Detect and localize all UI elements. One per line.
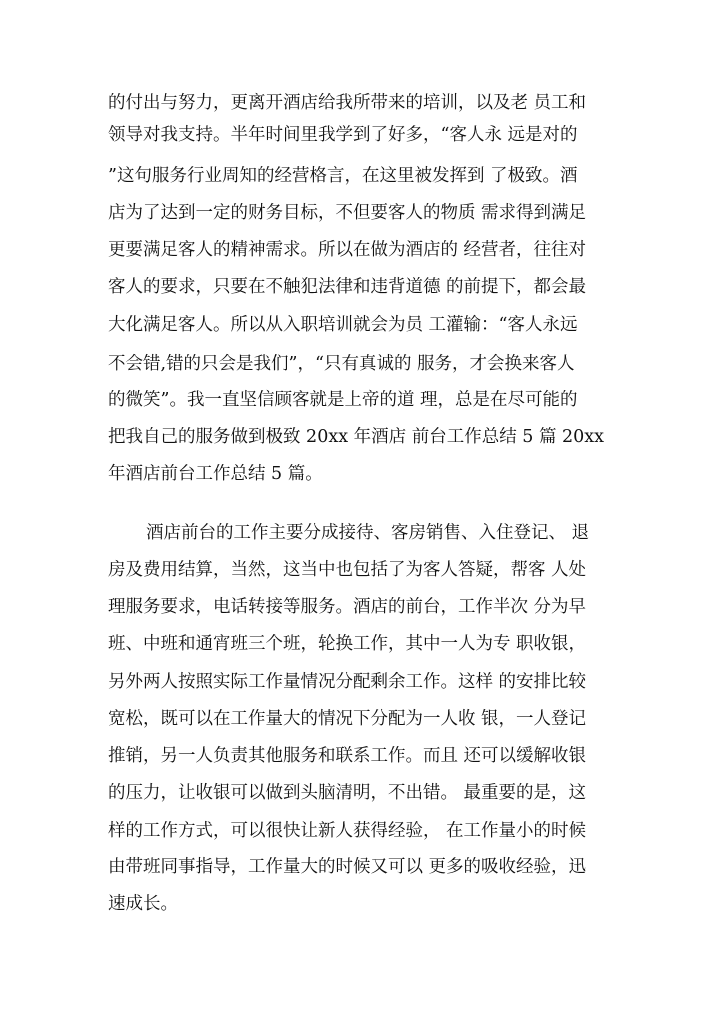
paragraph-2-line-1: 酒店前台的工作主要分成接待、客房销售、入住登记、 退 [146,523,590,543]
paragraph-1-line-6: 客人的要求，只要在不触犯法律和违背道德 的前提下，都会最 [108,277,587,297]
paragraph-1-line-2: 领导对我支持。半年时间里我学到了好多，“客人永 远是对的 [108,125,578,145]
paragraph-2-line-4: 班、中班和通宵班三个班，轮换工作，其中一人为专 职收银， [108,634,587,654]
paragraph-2-line-5: 另外两人按照实际工作量情况分配剩余工作。这样 的安排比较 [108,672,587,692]
paragraph-1-line-7: 大化满足客人。所以从入职培训就会为员 工灌输：“客人永远 [108,315,578,335]
paragraph-2-line-7: 推销，另一人负责其他服务和联系工作。而且 还可以缓解收银 [108,746,587,766]
paragraph-1-line-5: 更要满足客人的精神需求。所以在做为酒店的 经营者，往往对 [108,240,587,260]
paragraph-1-line-11: 年酒店前台工作总结 5 篇。 [108,464,323,484]
paragraph-2-line-11: 速成长。 [108,894,178,914]
paragraph-2-line-9: 样的工作方式，可以很快让新人获得经验， 在工作量小的时候 [108,821,587,841]
paragraph-2-line-3: 理服务要求，电话转接等服务。酒店的前台，工作半次 分为早 [108,597,587,617]
paragraph-2-line-2: 房及费用结算，当然，这当中也包括了为客人答疑，帮客 人处 [108,560,587,580]
paragraph-1-line-8: 不会错,错的只会是我们”，“只有真诚的 服务，才会换来客人 [108,354,575,374]
paragraph-1-line-9: 的微笑”。我一直坚信顾客就是上帝的道 理，总是在尽可能的 [108,390,578,410]
paragraph-2-line-6: 宽松，既可以在工作量大的情况下分配为一人收 银，一人登记 [108,709,587,729]
paragraph-2-line-10: 由带班同事指导，工作量大的时候又可以 更多的吸收经验，迅 [108,857,587,877]
paragraph-1-line-4: 店为了达到一定的财务目标，不但要客人的物质 需求得到满足 [108,203,587,223]
paragraph-1-line-10: 把我自己的服务做到极致 20xx 年酒店 前台工作总结 5 篇 20xx [108,427,605,447]
paragraph-1-line-3: ”这句服务行业周知的经营格言，在这里被发挥到 了极致。酒 [108,166,578,186]
paragraph-1-line-1: 的付出与努力，更离开酒店给我所带来的培训，以及老 员工和 [108,93,587,113]
paragraph-2-line-8: 的压力，让收银可以做到头脑清明，不出错。 最重要的是，这 [108,783,587,803]
